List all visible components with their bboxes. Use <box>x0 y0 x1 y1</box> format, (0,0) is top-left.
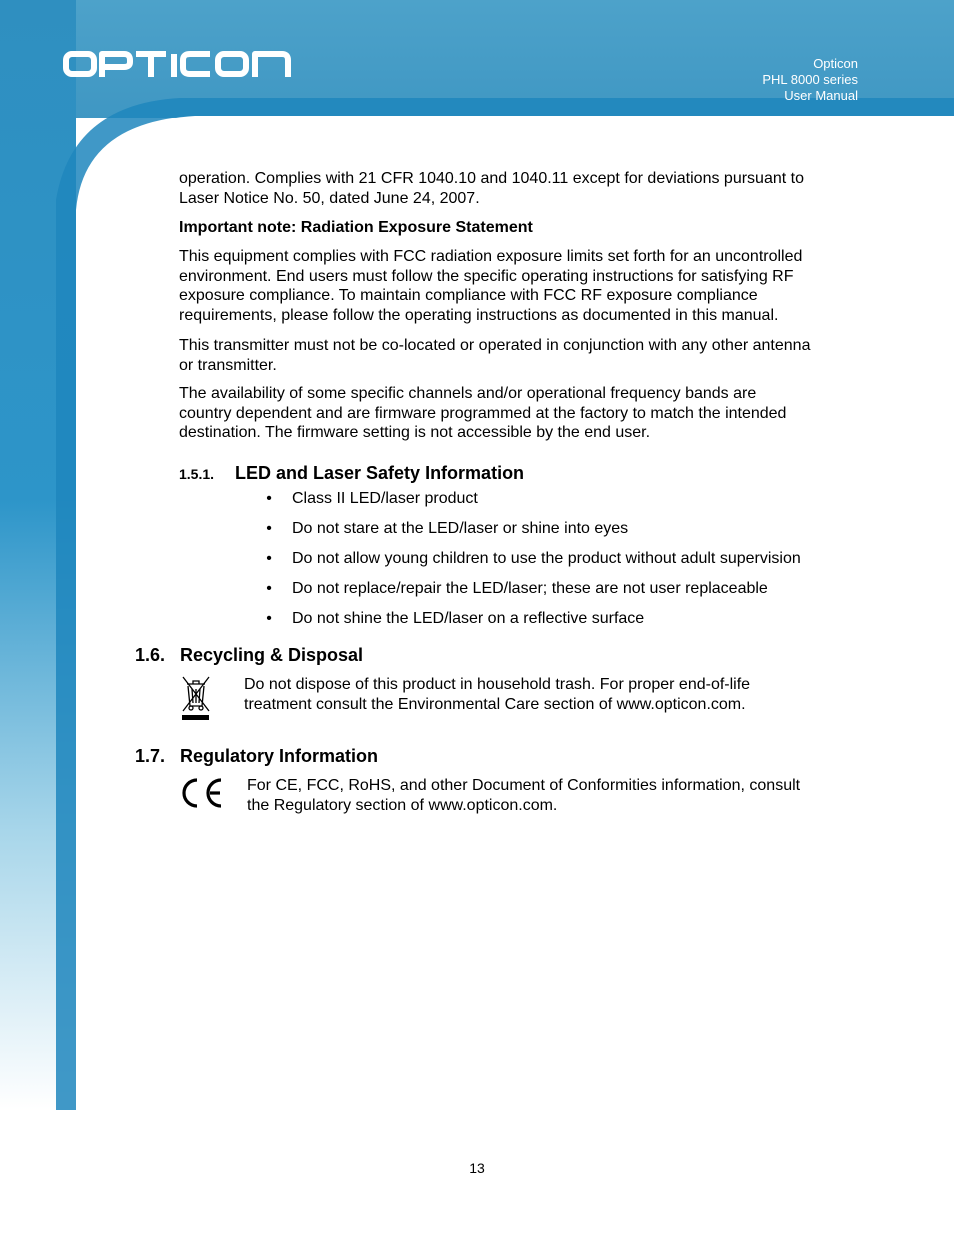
transmitter-paragraph <box>179 336 810 375</box>
list-item <box>262 549 801 579</box>
list-item-text: Do not stare at the LED/laser or shine into eyes <box>292 520 629 537</box>
text-line: This equipment complies with FCC radiation exposure limits set forth for an uncontrolled <box>179 248 803 265</box>
text-line: This transmitter must not be co-located or operated in conjunction with any other antenna <box>179 337 811 354</box>
bullet-icon: • <box>266 610 272 627</box>
ce-mark-icon <box>180 777 224 809</box>
laser-notice-paragraph <box>179 169 804 208</box>
bullet-icon: • <box>266 520 272 537</box>
list-item <box>262 489 801 519</box>
channels-paragraph <box>179 384 786 443</box>
document-type: User Manual <box>784 88 858 103</box>
bullet-icon: • <box>266 580 272 597</box>
list-item <box>262 609 801 639</box>
text-line: operation. Complies with 21 CFR 1040.10 and 1040.11 except for deviations pursuant to <box>179 170 804 187</box>
section-title: LED and Laser Safety Information <box>235 463 525 483</box>
text-line: Laser Notice No. 50, dated June 24, 2007. <box>179 189 480 207</box>
section-1-6-heading <box>135 644 363 666</box>
text-line: environment. End users must follow the specific operating instructions for satisfying RF <box>179 267 794 285</box>
text-line: country dependent and are firmware programmed at the factory to match the intended <box>179 404 787 422</box>
text-line: treatment consult the Environmental Care section of www.opticon.com. <box>244 695 746 713</box>
section-number: 1.7. <box>135 746 166 766</box>
weee-crossed-bin-icon <box>180 674 212 722</box>
regulatory-text <box>247 776 800 815</box>
page-number: 13 <box>469 1160 485 1176</box>
opticon-logo <box>62 50 294 80</box>
company-name: Opticon <box>813 56 858 71</box>
bullet-icon: • <box>266 550 272 567</box>
section-number: 1.5.1. <box>179 466 215 482</box>
list-item <box>262 519 801 549</box>
text-line: the Regulatory section of www.opticon.com. <box>247 796 558 814</box>
text-line: requirements, please follow the operating instructions as documented in this manual. <box>179 307 779 325</box>
list-item-text: Class II LED/laser product <box>292 490 478 507</box>
list-item-text: Do not shine the LED/laser on a reflective surface <box>292 610 645 627</box>
section-title: Recycling & Disposal <box>180 645 364 665</box>
text-line: For CE, FCC, RoHS, and other Document of Conformities information, consult <box>247 777 801 794</box>
fcc-paragraph <box>179 247 802 326</box>
text-line: exposure compliance. To maintain compliance with FCC RF exposure compliance <box>179 287 758 305</box>
radiation-heading: Important note: Radiation Exposure Statement <box>179 219 533 236</box>
text-line: or transmitter. <box>179 356 277 374</box>
product-name: PHL 8000 series <box>762 72 858 87</box>
bullet-icon: • <box>266 490 272 507</box>
document-info <box>762 56 858 104</box>
text-line: Do not dispose of this product in household trash. For proper end-of-life <box>244 676 751 693</box>
safety-bullet-list <box>262 489 801 639</box>
section-1-5-1-heading <box>179 462 524 485</box>
text-line: destination. The firmware setting is not accessible by the end user. <box>179 424 651 442</box>
list-item <box>262 579 801 609</box>
section-number: 1.6. <box>135 645 166 665</box>
section-title: Regulatory Information <box>180 746 379 766</box>
section-1-7-heading <box>135 745 378 767</box>
text-line: The availability of some specific channels and/or operational frequency bands are <box>179 385 757 402</box>
list-item-text: Do not replace/repair the LED/laser; these are not user replaceable <box>292 580 768 597</box>
recycling-text <box>244 675 750 714</box>
list-item-text: Do not allow young children to use the product without adult supervision <box>292 550 801 567</box>
